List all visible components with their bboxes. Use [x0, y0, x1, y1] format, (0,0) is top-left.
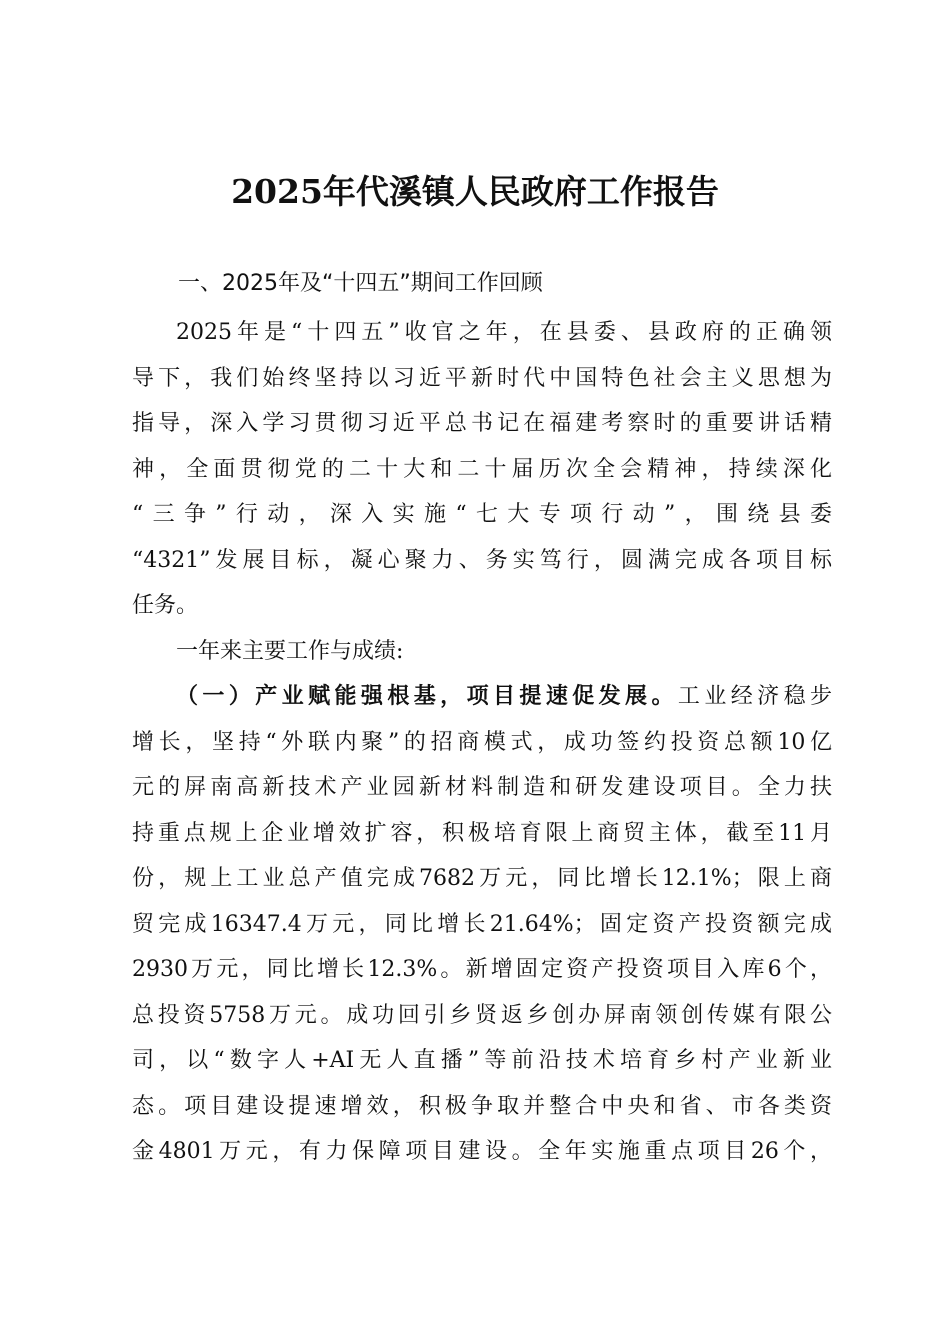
paragraph-line: 元的屏南高新技术产业园新材料制造和研发建设项目。全力扶 [132, 775, 832, 800]
paragraph-line: 指导，深入学习贯彻习近平总书记在福建考察时的重要讲话精 [132, 411, 832, 436]
paragraph-line: 份，规上工业总产值完成7682万元，同比增长12.1%；限上商 [132, 866, 832, 891]
paragraph-line: 2025年是“十四五”收官之年，在县委、县政府的正确领 [176, 320, 832, 345]
document-title: 2025年代溪镇人民政府工作报告 [231, 172, 719, 211]
document-body [132, 310, 832, 1175]
paragraph-line: 2930万元，同比增长12.3%。新增固定资产投资项目入库6个， [132, 957, 832, 982]
paragraph-line: “三争”行动，深入实施“七大专项行动”，围绕县委 [132, 502, 832, 527]
paragraph-text: 工业经济稳步 [677, 684, 832, 709]
paragraph-line: 导下，我们始终坚持以习近平新时代中国特色社会主义思想为 [132, 365, 832, 391]
paragraph-line: “4321”发展目标，凝心聚力、务实笃行，圆满完成各项目标 [132, 547, 832, 573]
subsection-heading: （一）产业赋能强根基，项目提速促发展。 [176, 683, 678, 709]
paragraph-line: 一年来主要工作与成绩: [176, 638, 404, 664]
paragraph-line: 神，全面贯彻党的二十大和二十届历次全会精神，持续深化 [132, 456, 832, 482]
paragraph-line: 司，以“数字人+AI无人直播”等前沿技术培育乡村产业新业 [132, 1048, 832, 1073]
paragraph-line: 持重点规上企业增效扩容，积极培育限上商贸主体，截至11月 [132, 820, 832, 846]
paragraph-line [132, 674, 832, 720]
paragraph-line: 总投资5758万元。成功回引乡贤返乡创办屏南领创传媒有限公 [132, 1002, 832, 1028]
paragraph-line: 任务。 [132, 593, 199, 618]
section-heading: 一、2025年及“十四五”期间工作回顾 [178, 271, 543, 296]
paragraph-line: 金4801万元，有力保障项目建设。全年实施重点项目26个， [132, 1139, 832, 1164]
paragraph-line: 增长，坚持“外联内聚”的招商模式，成功签约投资总额10亿 [132, 729, 832, 755]
paragraph-line: 贸完成16347.4万元，同比增长21.64%；固定资产投资额完成 [132, 911, 832, 937]
paragraph-line: 态。项目建设提速增效，积极争取并整合中央和省、市各类资 [132, 1093, 832, 1119]
